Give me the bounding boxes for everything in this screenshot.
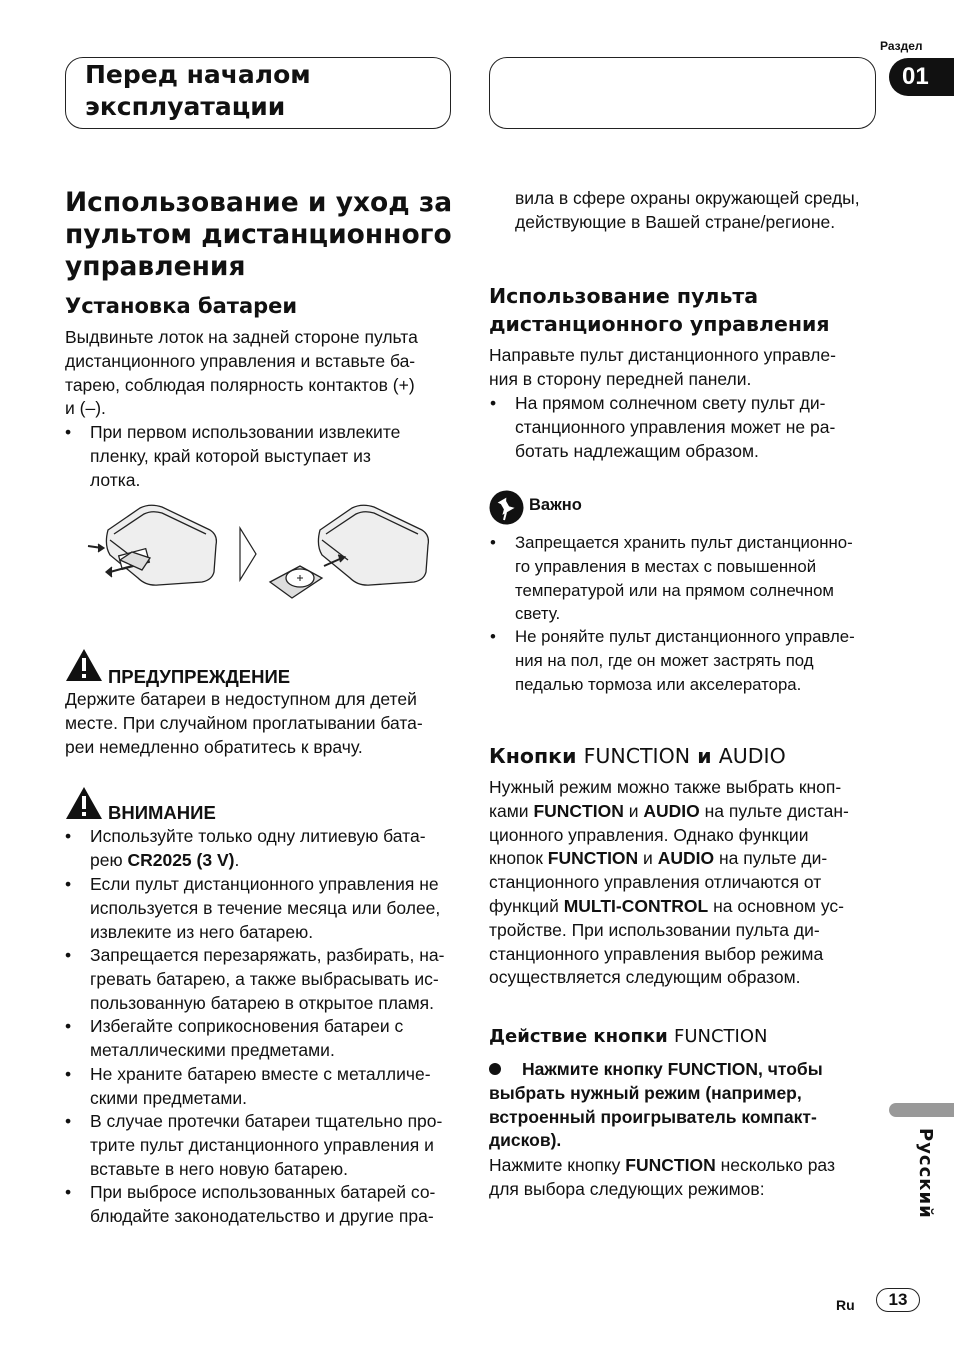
important-title: Важно (529, 496, 582, 514)
function-action-heading: Действие кнопки FUNCTION (489, 1026, 768, 1047)
caution-bullet-1: • Используйте только одну литиевую бата- рею CR2025 (3 V). (65, 826, 426, 870)
continued-text: вила в сфере охраны окружающей среды, действующие в Вашей стране/регионе. (515, 188, 860, 232)
page-number: 13 (876, 1288, 920, 1312)
caution-title: ВНИМАНИЕ (108, 802, 216, 823)
caution-bullet-7: • При выбросе использованных батарей со- блюдайте законодательство и другие пра- (65, 1182, 436, 1226)
important-pin-icon (489, 490, 524, 525)
important-bullet-1: • Запрещается хранить пульт дистанционно- го управления в местах с повышенной температурой или на прямом солнечном свету. (490, 533, 853, 624)
caution-bullet-5: • Не храните батарею вместе с металличе- скими предметами. (65, 1064, 431, 1108)
function-audio-paragraph: Нужный режим можно также выбрать кноп- ками FUNCTION и AUDIO на пульте дистан- ционного управления. Однако функции кнопок FUNCTION и AUDIO на пульте ди- станционного управления отличаются от функций MULTI-CONTROL на основном ус- тройстве. При использовании пульта ди- станционного управления выбор режима осуществляется следующим образом. (489, 777, 849, 988)
caution-triangle-icon (65, 786, 103, 820)
important-bullet-2: • Не роняйте пульт дистанционного управле- ния на пол, где он может застрять под педалью тормоза или акселератора. (490, 627, 855, 694)
chapter-title: Перед началом эксплуатации (85, 60, 311, 121)
bullet-dot: • (65, 826, 72, 846)
bullet-dot: • (65, 422, 72, 442)
step-instruction: Нажмите кнопку FUNCTION, чтобы выбрать нужный режим (например, встроенный проигрыватель компакт- дисков). (489, 1059, 823, 1151)
function-audio-heading: Кнопки FUNCTION и AUDIO (489, 744, 786, 768)
battery-paragraph: Выдвиньте лоток на задней стороне пульта дистанционного управления и вставьте ба- тарею, соблюдая полярность контактов (+) и (–). (65, 327, 418, 419)
bullet-dot: • (490, 627, 496, 646)
caution-bullet-2: • Если пульт дистанционного управления не используется в течение месяца или более, извлеките из него батарею. (65, 874, 441, 942)
chapter-empty-box (489, 57, 876, 129)
warning-text: Держите батареи в недоступном для детей месте. При случайном проглатывании бата- реи немедленно обратитесь к врачу. (65, 689, 423, 757)
bullet-dot: • (65, 1016, 72, 1036)
step-description: Нажмите кнопку FUNCTION несколько раз для выбора следующих режимов: (489, 1155, 835, 1199)
bullet-dot: • (65, 874, 72, 894)
section-number-badge: 01 (889, 58, 954, 96)
bullet-dot: • (490, 393, 497, 413)
section-label: Раздел (880, 39, 923, 53)
caution-bullet-4: • Избегайте соприкосновения батареи с металлическими предметами. (65, 1016, 404, 1060)
remote-use-paragraph: Направьте пульт дистанционного управле- ния в сторону передней панели. (489, 345, 836, 389)
caution-bullet-6: • В случае протечки батареи тщательно про- трите пульт дистанционного управления и вставьте в него новую батарею. (65, 1111, 443, 1179)
caution-bullet-3: • Запрещается перезаряжать, разбирать, на- гревать батарею, а также выбрасывать ис- пользованную батарею в открытое пламя. (65, 945, 445, 1013)
language-code: Ru (836, 1297, 855, 1313)
battery-bullet: • При первом использовании извлеките пленку, край которой выступает из лотка. (65, 422, 401, 490)
battery-insertion-illustration (80, 500, 440, 615)
bullet-dot: • (65, 1182, 72, 1202)
language-tab-marker (889, 1103, 954, 1117)
battery-heading: Установка батареи (65, 294, 298, 318)
language-label: Русский (915, 1128, 936, 1219)
bullet-dot: • (65, 945, 72, 965)
remote-use-heading: Использование пульта дистанционного управления (489, 284, 830, 336)
bullet-dot: • (490, 533, 496, 552)
remote-use-bullet: • На прямом солнечном свету пульт ди- станционного управления может не ра- ботать надлежащим образом. (490, 393, 836, 461)
bullet-dot: • (65, 1064, 72, 1084)
warning-title: ПРЕДУПРЕЖДЕНИЕ (108, 666, 291, 687)
bullet-dot: • (65, 1111, 72, 1131)
page-title: Использование и уход за пультом дистанционного управления (65, 187, 453, 282)
warning-triangle-icon (65, 648, 103, 682)
